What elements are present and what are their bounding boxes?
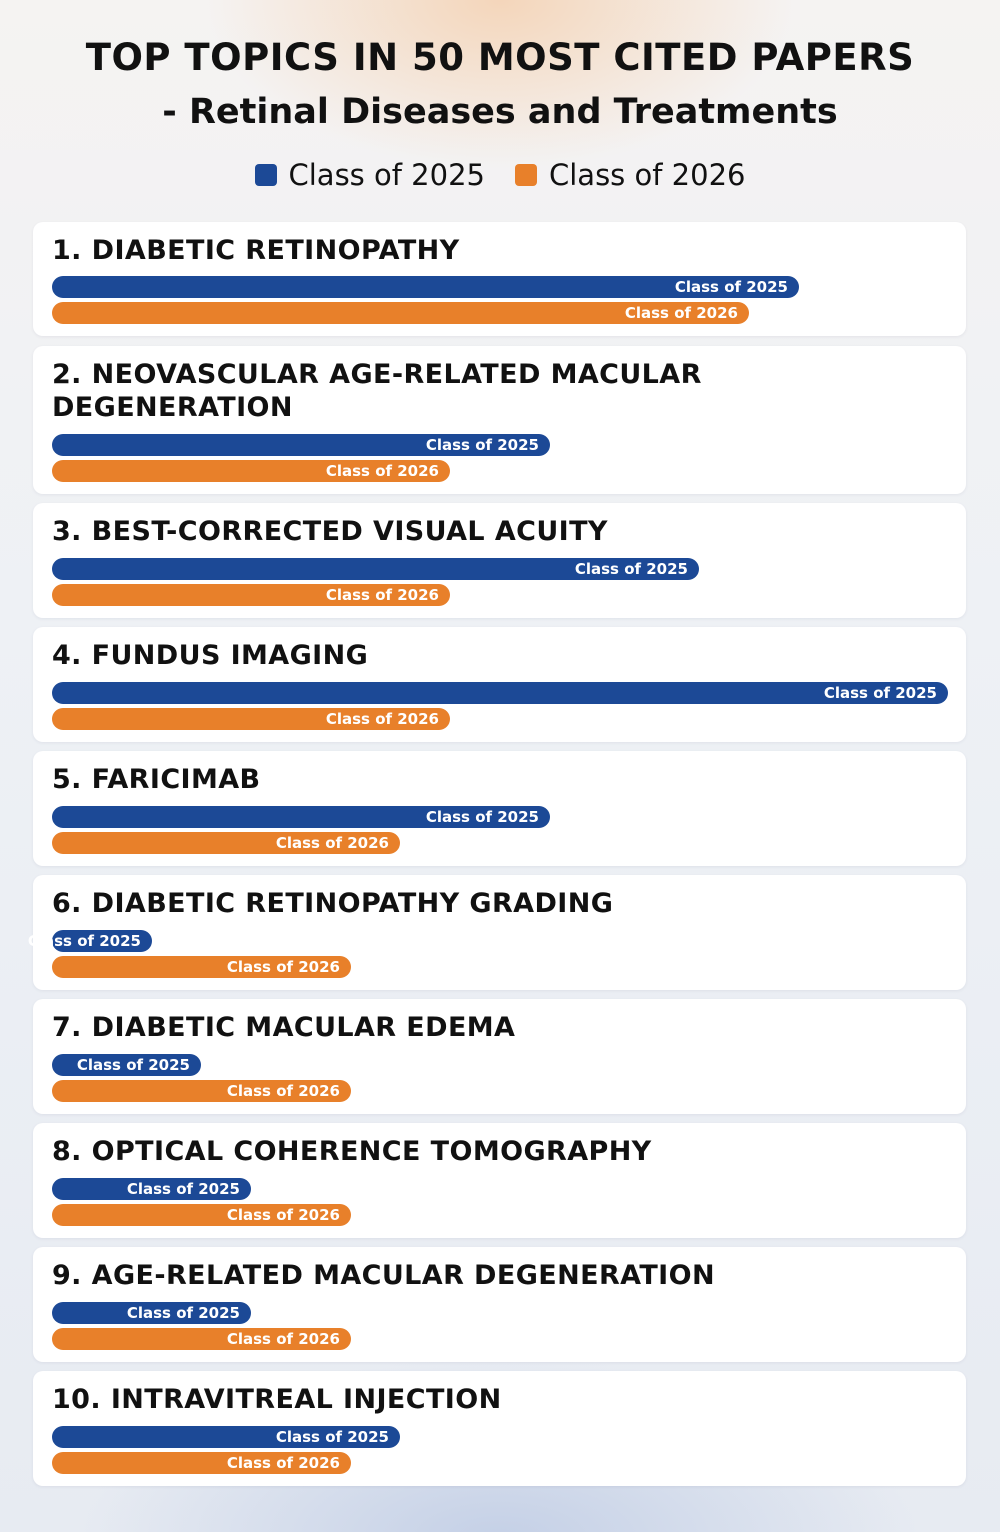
bar-class-2026: [52, 302, 749, 324]
bar-label: Class of 2026: [325, 586, 439, 604]
topic-panel: [33, 1247, 966, 1362]
topic-panel: [33, 751, 966, 866]
bar-label: Class of 2026: [226, 1082, 340, 1100]
topic-panel: [33, 346, 966, 494]
legend-swatch-2025: [255, 164, 277, 186]
bar-label: Class of 2025: [823, 684, 937, 702]
bar-label: Class of 2025: [76, 1056, 190, 1074]
bar-class-2025: [52, 276, 799, 298]
chart-title: TOP TOPICS IN 50 MOST CITED PAPERS: [85, 36, 915, 79]
bar-class-2025: [52, 434, 550, 456]
topic-title: 1. DIABETIC RETINOPATHY: [52, 235, 460, 266]
legend-label-2026: Class of 2026: [549, 158, 746, 192]
bar-label: Class of 2025: [275, 1428, 389, 1446]
topic-title: 8. OPTICAL COHERENCE TOMOGRAPHY: [52, 1136, 652, 1167]
bar-label: Class of 2025: [574, 560, 688, 578]
bar-label: Class of 2026: [325, 710, 439, 728]
bar-class-2026: [52, 1080, 351, 1102]
topic-title: 6. DIABETIC RETINOPATHY GRADING: [52, 888, 614, 919]
bar-class-2025: [52, 1054, 201, 1076]
bar-class-2026: [52, 584, 450, 606]
bar-label: Class of 2025: [126, 1304, 240, 1322]
legend-label-2025: Class of 2025: [288, 158, 485, 192]
legend-item-2026: [515, 158, 746, 192]
bar-label: Class of 2026: [226, 1330, 340, 1348]
topic-title: 9. AGE-RELATED MACULAR DEGENERATION: [52, 1260, 715, 1291]
topic-panel: [33, 1371, 966, 1486]
bar-class-2025: [52, 1178, 251, 1200]
bar-label: Class of 2026: [226, 1206, 340, 1224]
topic-panel: [33, 999, 966, 1114]
legend-swatch-2026: [515, 164, 537, 186]
bar-class-2025: [27, 930, 152, 952]
bar-label: Class of 2025: [27, 932, 141, 950]
topic-title: 2. NEOVASCULAR AGE-RELATED MACULAR DEGENERATION: [52, 359, 702, 423]
bar-label: Class of 2025: [674, 278, 788, 296]
topic-panel: [27, 875, 966, 990]
bar-class-2026: [52, 1452, 351, 1474]
chart-subtitle: - Retinal Diseases and Treatments: [162, 92, 838, 132]
bar-label: Class of 2026: [325, 462, 439, 480]
bar-class-2025: [52, 806, 550, 828]
bar-label: Class of 2025: [425, 436, 539, 454]
topic-panel: [33, 627, 966, 742]
topic-title: 3. BEST-CORRECTED VISUAL ACUITY: [52, 516, 608, 547]
topic-panel: [33, 503, 966, 618]
bar-label: Class of 2026: [624, 304, 738, 322]
bar-label: Class of 2026: [226, 958, 340, 976]
bar-class-2026: [52, 1204, 351, 1226]
topic-panel: [33, 1123, 966, 1238]
bar-class-2026: [52, 708, 450, 730]
bar-class-2026: [52, 832, 400, 854]
legend-item-2025: [255, 158, 486, 192]
topic-panel: [33, 222, 966, 336]
chart-legend: [0, 158, 1000, 192]
bar-class-2025: [52, 558, 699, 580]
bar-class-2026: [52, 460, 450, 482]
bar-class-2026: [52, 956, 351, 978]
topic-title: 4. FUNDUS IMAGING: [52, 640, 369, 671]
bar-label: Class of 2025: [425, 808, 539, 826]
topic-title: 7. DIABETIC MACULAR EDEMA: [52, 1012, 516, 1043]
bar-class-2025: [52, 682, 948, 704]
topic-title: 5. FARICIMAB: [52, 764, 261, 795]
topic-title: 10. INTRAVITREAL INJECTION: [52, 1384, 502, 1415]
bar-label: Class of 2025: [126, 1180, 240, 1198]
bar-class-2025: [52, 1426, 400, 1448]
bar-class-2025: [52, 1302, 251, 1324]
bar-label: Class of 2026: [226, 1454, 340, 1472]
bar-class-2026: [52, 1328, 351, 1350]
bar-label: Class of 2026: [275, 834, 389, 852]
